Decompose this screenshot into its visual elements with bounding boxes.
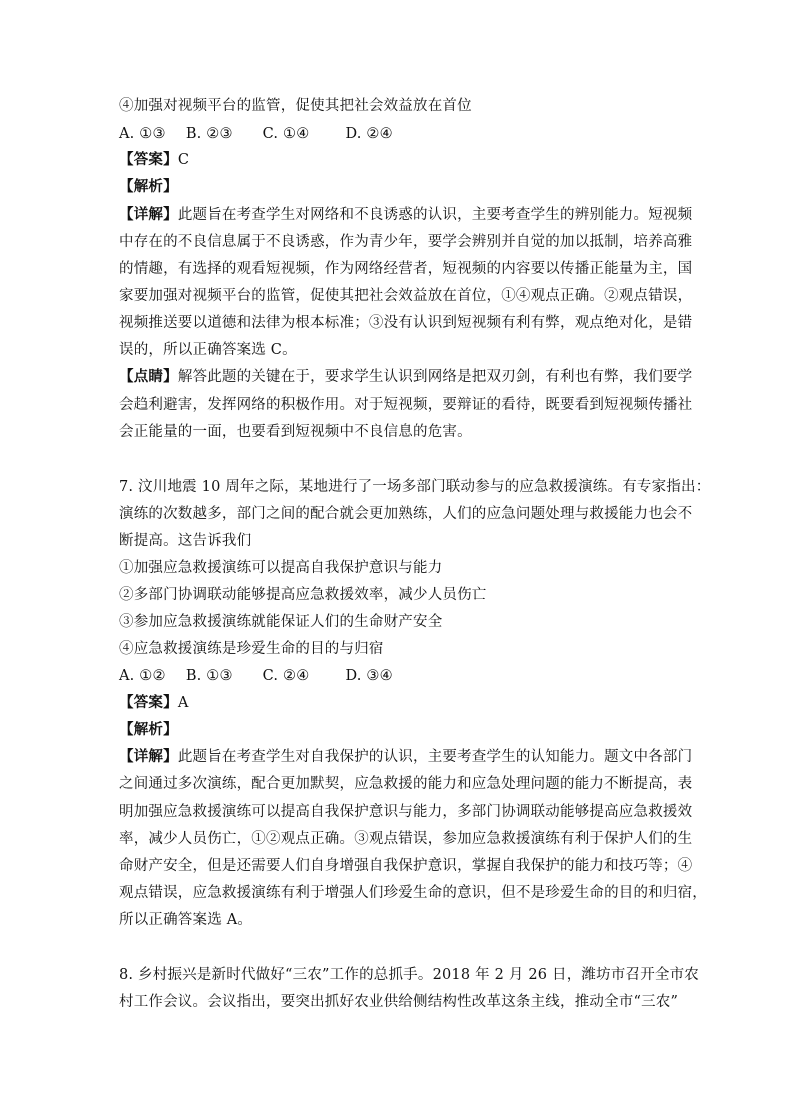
q6-choice-c: C. ①④ [262, 126, 310, 142]
q6-comment-line-3: 会正能量的一面，也要看到短视频中不良信息的危害。 [119, 424, 472, 440]
q7-answer-tag: 【答案】 [119, 694, 178, 711]
q7-choice-c: C. ②④ [262, 668, 310, 684]
q7-analysis-tag: 【解析】 [119, 721, 178, 738]
q7-detail-line-5: 命财产安全，但是还需要人们自身增强自我保护意识，掌握自我保护的能力和技巧等；④ [119, 858, 693, 874]
q7-choice-a: A. ①② [119, 668, 166, 684]
q7-detail-line-2: 之间通过多次演练，配合更加默契，应急救援的能力和应急处理问题的能力不断提高，表 [119, 776, 693, 792]
q6-comment-text: 解答此题的关键在于，要求学生认识到网络是把双刃剑，有利也有弊，我们要学 [177, 369, 693, 385]
q6-option-4: ④加强对视频平台的监管，促使其把社会效益放在首位 [119, 98, 472, 114]
q6-detail-line-6: 误的，所以正确答案选 C。 [119, 342, 297, 358]
q6-choices [119, 124, 679, 144]
q6-detail-line-2: 中存在的不良信息属于不良诱惑，作为青少年，要学会辨别并自觉的加以抵制，培养高雅 [119, 234, 693, 250]
q7-option-2: ②多部门协调联动能够提高应急救援效率，减少人员伤亡 [119, 587, 487, 603]
q7-answer-value: A [177, 695, 189, 711]
q7-detail-line-4: 率，减少人员伤亡，①②观点正确。③观点错误，参加应急救援演练有利于保护人们的生 [119, 831, 693, 847]
q6-detail-line-3: 的情趣，有选择的观看短视频，作为网络经营者，短视频的内容要以传播正能量为主，国 [119, 261, 693, 277]
q8-stem-line-1: 8. 乡村振兴是新时代做好“三农”工作的总抓手。2018 年 2 月 26 日，潍坊市召开全市农 [119, 967, 699, 983]
q6-comment-line-1 [119, 367, 693, 387]
q6-comment-tag: 【点睛】 [119, 368, 178, 385]
q6-detail-line-1 [119, 205, 693, 225]
q7-stem-line-3: 断提高。这告诉我们 [119, 533, 252, 549]
q6-answer-tag: 【答案】 [119, 151, 178, 168]
q6-detail-tag: 【详解】 [119, 206, 178, 223]
q7-choice-d: D. ③④ [345, 668, 393, 684]
q7-detail-tag: 【详解】 [119, 748, 178, 765]
q7-choice-b: B. ①③ [185, 668, 233, 684]
q6-detail-text: 此题旨在考查学生对网络和不良诱惑的认识，主要考查学生的辨别能力。短视频 [177, 207, 693, 223]
q7-option-4: ④应急救援演练是珍爱生命的目的与归宿 [119, 641, 384, 657]
q6-choice-b: B. ②③ [185, 126, 233, 142]
q6-detail-line-4: 家要加强对视频平台的监管，促使其把社会效益放在首位，①④观点正确。②观点错误， [119, 288, 693, 304]
q7-detail-line-3: 明加强应急救援演练可以提高自我保护意识与能力，多部门协调联动能够提高应急救援效 [119, 804, 693, 820]
q7-detail-line-1 [119, 747, 693, 767]
q6-choice-a: A. ①③ [119, 126, 166, 142]
q7-stem-line-2: 演练的次数越多，部门之间的配合就会更加熟练，人们的应急问题处理与救援能力也会不 [119, 506, 693, 522]
q7-detail-line-6: 观点错误，应急救援演练有利于增强人们珍爱生命的意识，但不是珍爱生命的目的和归宿， [119, 885, 707, 901]
q7-answer [119, 693, 679, 713]
q6-detail-line-5: 视频推送要以道德和法律为根本标准；③没有认识到短视频有利有弊，观点绝对化，是错 [119, 315, 693, 331]
q7-option-1: ①加强应急救援演练可以提高自我保护意识与能力 [119, 560, 443, 576]
q6-comment-line-2: 会趋利避害，发挥网络的积极作用。对于短视频，要辩证的看待，既要看到短视频传播社 [119, 397, 693, 413]
q6-analysis-tag: 【解析】 [119, 178, 178, 195]
q6-choice-d: D. ②④ [345, 126, 393, 142]
q7-detail-line-7: 所以正确答案选 A。 [119, 912, 253, 928]
q6-answer [119, 150, 679, 170]
q7-stem-line-1: 7. 汶川地震 10 周年之际，某地进行了一场多部门联动参与的应急救援演练。有专家指出： [119, 479, 711, 495]
q8-stem-line-2: 村工作会议。会议指出，要突出抓好农业供给侧结构性改革这条主线，推动全市“三农” [119, 994, 679, 1010]
q7-choices [119, 666, 679, 686]
q7-detail-text: 此题旨在考查学生对自我保护的认识，主要考查学生的认知能力。题文中各部门 [177, 749, 693, 765]
q7-option-3: ③参加应急救援演练就能保证人们的生命财产安全 [119, 614, 443, 630]
q6-answer-value: C [177, 152, 190, 168]
